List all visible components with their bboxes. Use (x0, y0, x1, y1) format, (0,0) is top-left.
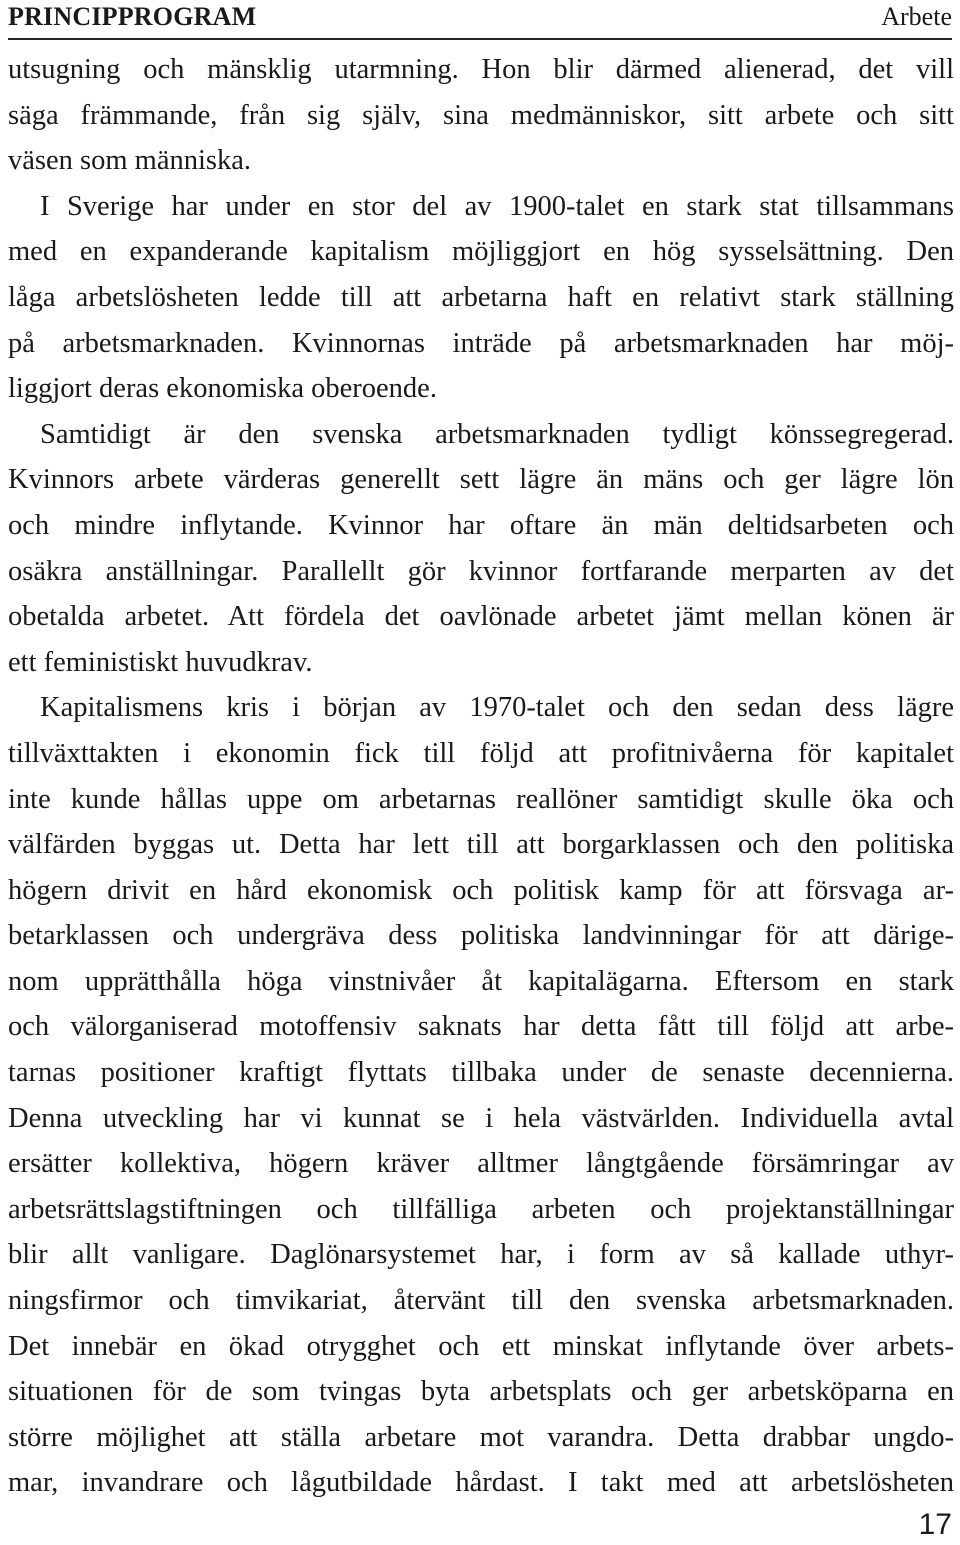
paragraph (8, 412, 954, 686)
text-line: Kvinnors arbete värderas generellt sett lägre än mäns och ger lägre lön (8, 464, 954, 496)
text-line: Samtidigt är den svenska arbetsmarknaden tydligt könssegregerad. (40, 418, 954, 450)
text-line: Kapitalismens kris i början av 1970-talet och den sedan dess lägre (40, 692, 954, 724)
running-header (8, 0, 952, 40)
text-line: säga främmande, från sig själv, sina medmänniskor, sitt arbete och sitt (8, 99, 954, 131)
text-line: inte kunde hållas uppe om arbetarnas reallöner samtidigt skulle öka och (8, 783, 954, 815)
paragraph (8, 685, 954, 1506)
text-line: tillväxttakten i ekonomin fick till följd att profitnivåerna för kapitalet (8, 737, 954, 769)
text-line: och mindre inflytande. Kvinnor har oftare än män deltidsarbeten och (8, 509, 954, 541)
text-line: större möjlighet att ställa arbetare mot varandra. Detta drabbar ungdo- (8, 1421, 954, 1453)
text-line: Det innebär en ökad otrygghet och ett minskat inflytande över arbets- (8, 1330, 954, 1362)
text-line: välfärden byggas ut. Detta har lett till att borgarklassen och den politiska (8, 829, 954, 861)
header-section-title: PRINCIPPROGRAM (8, 2, 257, 31)
text-line: ett feministiskt huvudkrav. (8, 646, 313, 678)
text-line: ersätter kollektiva, högern kräver alltmer långtgående försämringar av (8, 1148, 954, 1180)
text-line: arbetsrättslagstiftningen och tillfälliga arbeten och projektanställningar (8, 1193, 954, 1225)
text-line: högern drivit en hård ekonomisk och politisk kamp för att försvaga ar- (8, 874, 954, 906)
text-line: väsen som människa. (8, 145, 252, 177)
text-line: situationen för de som tvingas byta arbetsplats och ger arbetsköparna en (8, 1376, 954, 1408)
page-number: 17 (918, 1508, 952, 1541)
text-line: med en expanderande kapitalism möjliggjort en hög sysselsättning. Den (8, 236, 954, 268)
text-line: blir allt vanligare. Daglönarsystemet har, i form av så kallade uthyr- (8, 1239, 954, 1271)
text-line: utsugning och mänsklig utarmning. Hon blir därmed alienerad, det vill (8, 54, 954, 85)
paragraph (8, 47, 954, 184)
text-line: på arbetsmarknaden. Kvinnornas inträde på arbetsmarknaden har möj- (8, 327, 954, 359)
text-line: låga arbetslösheten ledde till att arbetarna haft en relativt stark ställning (8, 281, 954, 313)
text-line: nom upprätthålla höga vinstnivåer åt kapitalägarna. Eftersom en stark (8, 965, 954, 997)
text-line: obetalda arbetet. Att fördela det oavlönade arbetet jämt mellan könen är (8, 601, 954, 633)
header-chapter-title: Arbete (881, 2, 952, 31)
text-line: liggjort deras ekonomiska oberoende. (8, 373, 437, 405)
text-line: och välorganiserad motoffensiv saknats har detta fått till följd att arbe- (8, 1011, 954, 1043)
text-line: ningsfirmor och timvikariat, återvänt till den svenska arbetsmarknaden. (8, 1285, 954, 1317)
text-line: Denna utveckling har vi kunnat se i hela västvärlden. Individuella avtal (8, 1102, 954, 1134)
text-line: I Sverige har under en stor del av 1900-talet en stark stat tillsammans (40, 190, 954, 222)
text-line: mar, invandrare och lågutbildade hårdast. I takt med att arbetslösheten (8, 1467, 954, 1499)
paragraph (8, 184, 954, 412)
text-line: osäkra anställningar. Parallellt gör kvinnor fortfarande merparten av det (8, 555, 954, 587)
text-line: betarklassen och undergräva dess politiska landvinningar för att därige- (8, 920, 954, 952)
text-line: tarnas positioner kraftigt flyttats tillbaka under de senaste decennierna. (8, 1057, 954, 1089)
body-text (8, 47, 954, 1506)
